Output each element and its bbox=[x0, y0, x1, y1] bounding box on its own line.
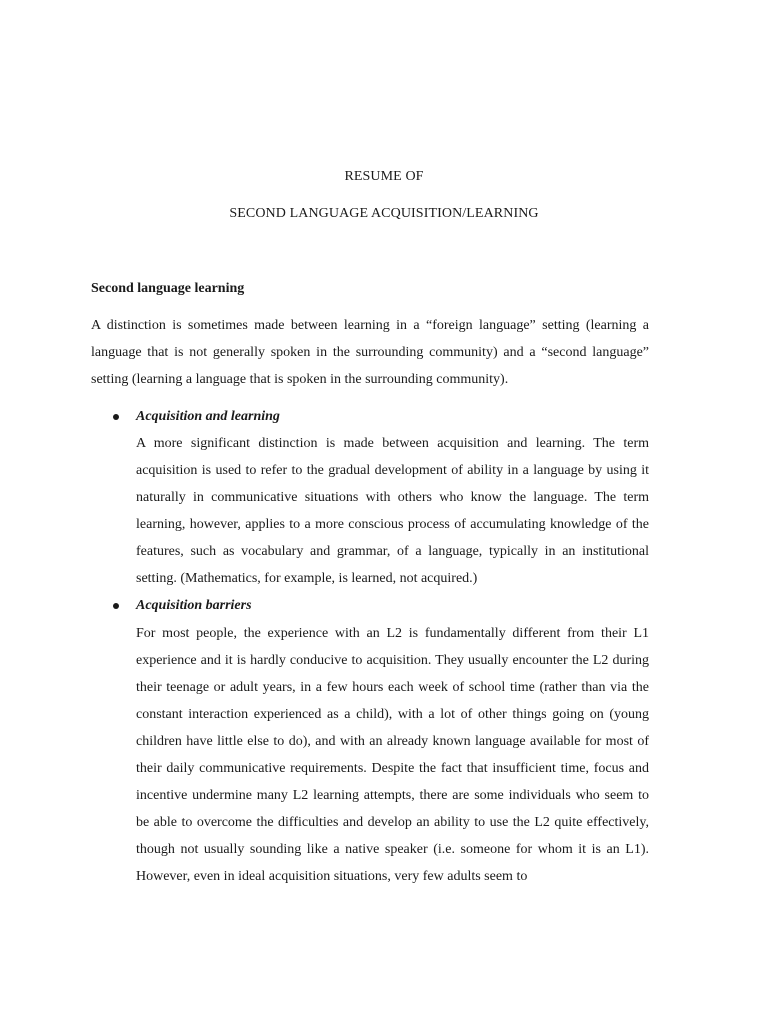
section-heading: Second language learning bbox=[91, 281, 245, 296]
bullet-label: Acquisition barriers bbox=[136, 598, 252, 613]
bullet-dot-icon bbox=[113, 414, 119, 420]
bullet-item-acquisition-and-learning bbox=[91, 408, 651, 428]
document-title-line-2: SECOND LANGUAGE ACQUISITION/LEARNING bbox=[229, 206, 539, 221]
document-title-line-1: RESUME OF bbox=[344, 169, 424, 184]
bullet-body-paragraph: For most people, the experience with an L2 is fundamentally different from their L1 experience and it is hardly conducive to acquisition. They usually encounter the L2 during their teenage or adult years, in a few hours each week of school time (rather than via the constant interaction experienced as a child), with a lot of other things going on (young children have little else to do), and with an already known language available for most of their daily communicative requirements. Despite the fact that insufficient time, focus and incentive undermine many L2 learning attempts, there are some individuals who seem to be able to overcome the difficulties and develop an ability to use the L2 quite effectively, though not usually sounding like a native speaker (i.e. someone for whom it is an L1). However, even in ideal acquisition situations, very few adults seem to bbox=[136, 626, 649, 884]
bullet-item-acquisition-barriers bbox=[91, 597, 651, 617]
intro-paragraph: A distinction is sometimes made between learning in a “foreign language” setting (learning a language that is not generally spoken in the surrounding community) and a “second language” setting (learning a language that is spoken in the surrounding community). bbox=[91, 318, 649, 387]
bullet-label: Acquisition and learning bbox=[136, 409, 280, 424]
bullet-body-paragraph: A more significant distinction is made between acquisition and learning. The term acquisition is used to refer to the gradual development of ability in a language by using it naturally in communicative situations with others who know the language. The term learning, however, applies to a more conscious process of accumulating knowledge of the features, such as vocabulary and grammar, of a language, typically in an institutional setting. (Mathematics, for example, is learned, not acquired.) bbox=[136, 436, 649, 586]
bullet-dot-icon bbox=[113, 603, 119, 609]
